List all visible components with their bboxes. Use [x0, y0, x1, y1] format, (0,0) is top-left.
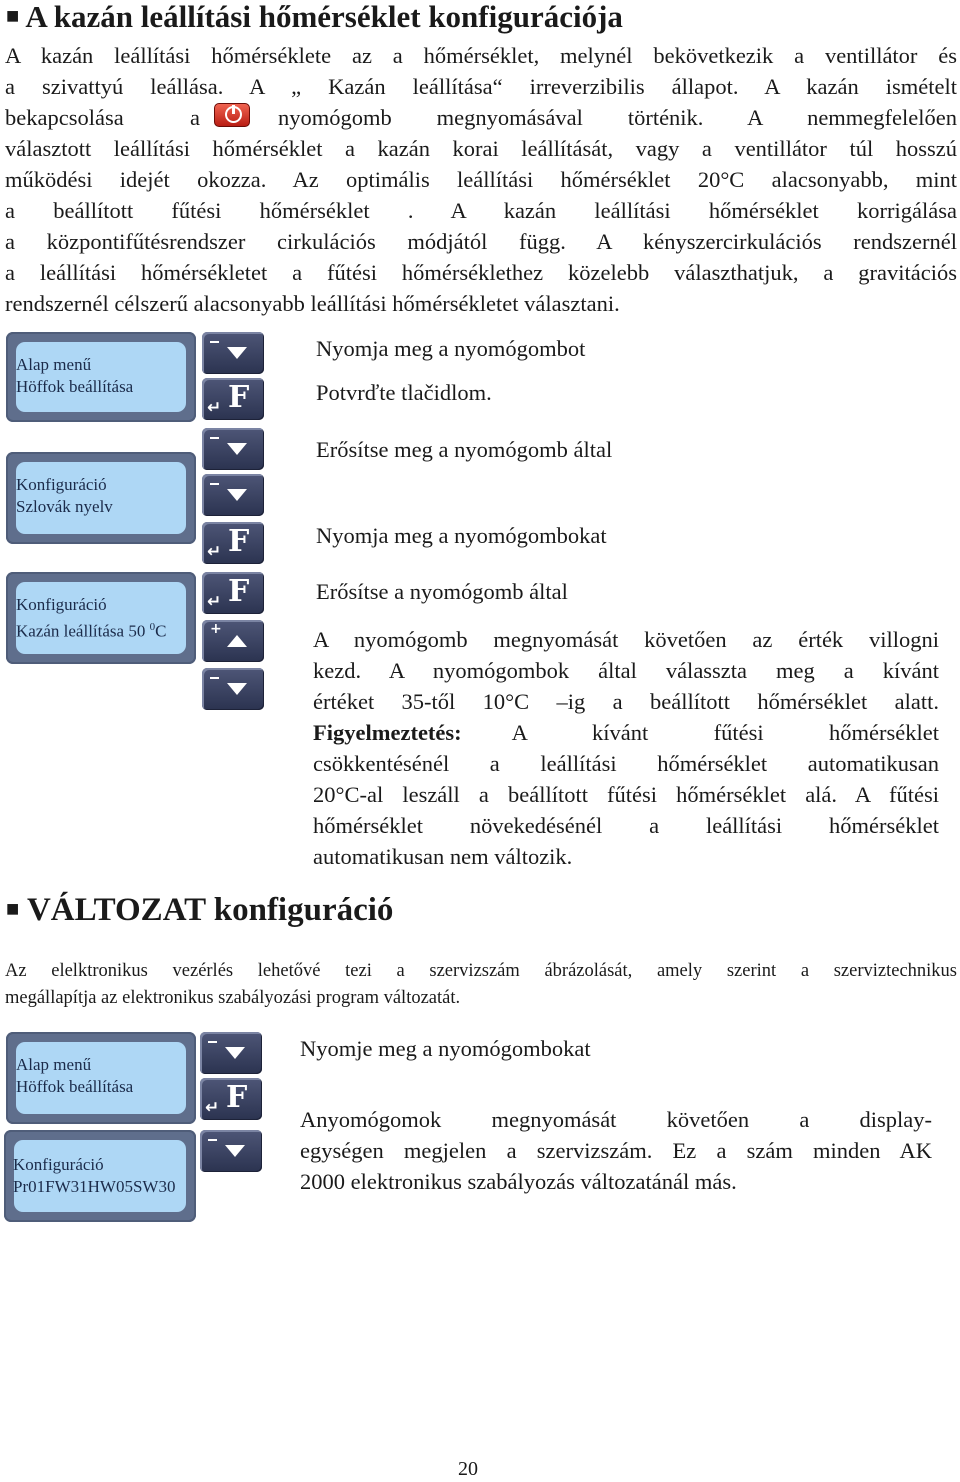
enter-arrow-icon: ↵: [207, 542, 222, 562]
note-line: kezd. A nyomógombok által válasszta meg a kívánt: [313, 658, 939, 683]
paragraph-line: a beállított fűtési hőmérséklet . A kazán leállítási hőmérséklet korrigálása: [5, 198, 957, 223]
paragraph-line: Az elelktronikus vezérlés lehetővé tezi a szervizszám ábrázolását, amely szerint a szerviztechnikus: [5, 961, 957, 981]
minus-down-button[interactable]: [202, 332, 264, 374]
note-line: 2000 elektronikus szabályozás változatánál más.: [300, 1169, 737, 1194]
display-line-2: Pr01FW31HW05SW30: [13, 1177, 176, 1196]
section-heading-variant: [6, 893, 393, 930]
display-line-2: Szlovák nyelv: [16, 497, 113, 516]
instruction-slovak-confirm: Potvrďte tlačidlom.: [316, 380, 492, 405]
paragraph-line: a szivattyú leállása. A „ Kazán leállítása“ irreverzibilis állapot. A kazán ismételt: [5, 74, 957, 99]
note-line: csökkentésénél a leállítási hőmérséklet automatikusan: [313, 751, 939, 776]
warning-text: A kívánt fűtési hőmérséklet: [511, 720, 939, 745]
minus-down-button[interactable]: [202, 474, 264, 516]
lcd-display-language: [6, 452, 196, 544]
plus-up-button[interactable]: +: [202, 620, 264, 662]
bullet-icon: ■: [6, 3, 20, 28]
display-line-2: Kazán leállítása 50: [16, 621, 150, 641]
degree-superscript: 0: [149, 621, 156, 633]
paragraph-line: rendszernél célszerű alacsonyabb leállítási hőmérsékletet választani.: [5, 291, 620, 316]
lcd-display-boiler-shutdown: [6, 572, 196, 664]
bullet-icon: ■: [6, 896, 20, 921]
enter-arrow-icon: ↵: [205, 1098, 220, 1118]
warning-line: [313, 717, 939, 748]
display-line-1: Alap menű: [16, 355, 92, 374]
note-line: automatikusan nem változik.: [313, 844, 573, 869]
instruction-press-buttons: Nyomja meg a nyomógombokat: [316, 523, 607, 548]
display-line-2: Höffok beállítása: [16, 1077, 134, 1096]
paragraph-line: választott leállítási hőmérséklet a kazán korai leállítását, vagy a ventillátor túl hosszú: [5, 136, 957, 161]
note-line: egységen megjelen a szervizszám. Ez a szám minden AK: [300, 1138, 932, 1163]
section-title: VÁLTOZAT konfiguráció: [26, 892, 394, 928]
paragraph-fragment: bekapcsolása a: [5, 105, 200, 130]
instruction-confirm-by: Erősítse meg a nyomógomb által: [316, 437, 613, 462]
f-enter-button[interactable]: ↵ F: [200, 1078, 262, 1120]
paragraph-line: a központifűtésrendszer cirkulációs módjától függ. A kényszercirkulációs rendszernél: [5, 229, 957, 254]
enter-arrow-icon: ↵: [207, 398, 222, 418]
section-title: A kazán leállítási hőmérséklet konfigurációja: [25, 0, 623, 34]
note-line: hőmérséklet növekedésénél a leállítási hőmérséklet: [313, 813, 939, 838]
section-heading-boiler-shutdown: [6, 0, 623, 37]
paragraph-line: A kazán leállítási hőmérséklete az a hőmérséklet, melynél bekövetkezik a ventillátor és: [5, 43, 957, 68]
value-note: [313, 624, 939, 872]
paragraph-line: a leállítási hőmérsékletet a fűtési hőmérséklethez közelebb választhatjuk, a gravitációs: [5, 260, 957, 285]
paragraph-line: megállapítja az elektronikus szabályozási program változatát.: [5, 987, 461, 1008]
f-enter-button[interactable]: ↵ F: [202, 522, 264, 564]
service-number-note: [300, 1104, 932, 1197]
power-stop-icon: [214, 103, 250, 127]
enter-arrow-icon: ↵: [207, 592, 222, 612]
minus-down-button[interactable]: [200, 1032, 262, 1074]
paragraph-line: működési idejét okozza. Az optimális leállítási hőmérséklet 20°C alacsonyabb, mint: [5, 167, 957, 192]
f-enter-button[interactable]: ↵ F: [202, 572, 264, 614]
shutdown-description: [5, 40, 957, 319]
note-line: értéket 35-től 10°C –ig a beállított hőmérséklet alatt.: [313, 689, 939, 714]
minus-down-button[interactable]: [200, 1130, 262, 1172]
paragraph-fragment: nyomógomb megnyomásával történik. A nemmegfelelően: [278, 105, 957, 130]
instruction-confirm-short: Erősítse a nyomógomb által: [316, 579, 568, 604]
minus-down-button[interactable]: [202, 668, 264, 710]
display-line-1: Alap menű: [16, 1055, 92, 1074]
unit-label: C: [155, 621, 167, 641]
lcd-display-main-menu: [6, 1032, 196, 1124]
note-line: Anyomógomok megnyomását követően a display-: [300, 1107, 932, 1132]
lcd-display-main-menu: [6, 332, 196, 422]
note-line: A nyomógomb megnyomását követően az érték villogni: [313, 627, 939, 652]
display-line-1: Konfiguráció: [13, 1155, 104, 1174]
lcd-display-service-number: [4, 1130, 196, 1222]
display-line-1: Konfiguráció: [16, 475, 107, 494]
note-line: 20°C-al leszáll a beállított fűtési hőmérséklet alá. A fűtési: [313, 782, 939, 807]
instruction-press-buttons: Nyomje meg a nyomógombokat: [300, 1036, 591, 1061]
display-line-1: Konfiguráció: [16, 595, 107, 614]
minus-down-button[interactable]: [202, 428, 264, 470]
page-number: 20: [458, 1458, 478, 1480]
warning-label: Figyelmeztetés:: [313, 720, 462, 745]
display-line-2: Höffok beállítása: [16, 377, 134, 396]
variant-description: [5, 958, 957, 1011]
paragraph-line: [5, 102, 957, 133]
instruction-press-button: Nyomja meg a nyomógombot: [316, 336, 586, 361]
f-enter-button[interactable]: ↵ F: [202, 378, 264, 420]
